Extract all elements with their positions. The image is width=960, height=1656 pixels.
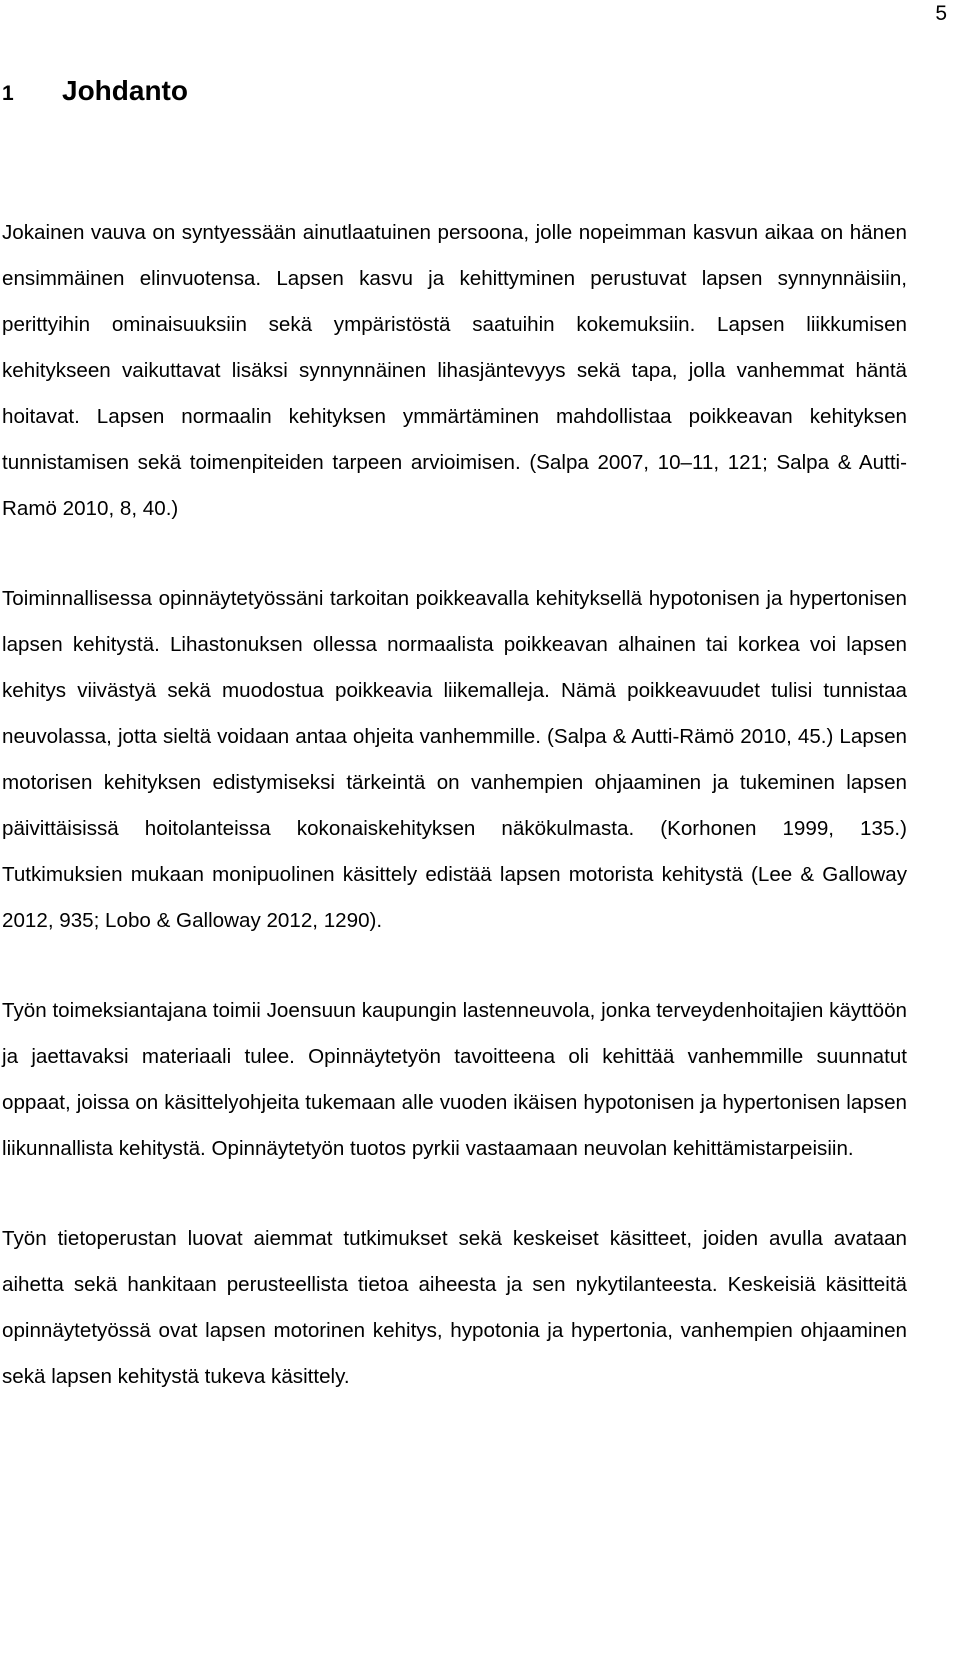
- page-number: 5: [935, 2, 947, 25]
- section-number: 1: [2, 82, 14, 105]
- section-title: Johdanto: [62, 75, 188, 106]
- paragraph: Jokainen vauva on syntyessään ainutlaatuinen persoona, jolle nopeimman kasvun aikaa on hänen ensimmäinen elinvuotensa. Lapsen kasvu ja kehittyminen perustuvat lapsen synnynnäisiin, perittyihin ominaisuuksiin sekä ympäristöstä saatuihin kokemuksiin. Lapsen liikkumisen kehitykseen vaikuttavat lisäksi synnynnäinen lihasjäntevyys sekä tapa, jolla vanhemmat häntä hoitavat. Lapsen normaalin kehityksen ymmärtäminen mahdollistaa poikkeavan kehityksen tunnistamisen sekä toimenpiteiden tarpeen arvioimisen. (Salpa 2007, 10–11, 121; Salpa & Autti-Ramö 2010, 8, 40.): [2, 221, 907, 520]
- body-text: [2, 210, 907, 1400]
- paragraph: Toiminnallisessa opinnäytetyössäni tarkoitan poikkeavalla kehityksellä hypotonisen ja hypertonisen lapsen kehitystä. Lihastonuksen ollessa normaalista poikkeavan alhainen tai korkea voi lapsen kehitys viivästyä sekä muodostua poikkeavia liikemalleja. Nämä poikkeavuudet tulisi tunnistaa neuvolassa, jotta sieltä voidaan antaa ohjeita vanhemmille. (Salpa & Autti-Rämö 2010, 45.) Lapsen motorisen kehityksen edistymiseksi tärkeintä on vanhempien ohjaaminen ja tukeminen lapsen päivittäisissä hoitolanteissa kokonaiskehityksen näkökulmasta. (Korhonen 1999, 135.) Tutkimuksien mukaan monipuolinen käsittely edistää lapsen motorista kehitystä (Lee & Galloway 2012, 935; Lobo & Galloway 2012, 1290).: [2, 587, 907, 932]
- paragraph: Työn toimeksiantajana toimii Joensuun kaupungin lastenneuvola, jonka terveydenhoitajien käyttöön ja jaettavaksi materiaali tulee. Opinnäytetyön tavoitteena oli kehittää vanhemmille suunnatut oppaat, joissa on käsittelyohjeita tukemaan alle vuoden ikäisen hypotonisen ja hypertonisen lapsen liikunnallista kehitystä. Opinnäytetyön tuotos pyrkii vastaamaan neuvolan kehittämistarpeisiin.: [2, 999, 907, 1160]
- section-heading: [2, 75, 188, 107]
- paragraph: Työn tietoperustan luovat aiemmat tutkimukset sekä keskeiset käsitteet, joiden avulla avataan aihetta sekä hankitaan perusteellista tietoa aiheesta ja sen nykytilanteesta. Keskeisiä käsitteitä opinnäytetyössä ovat lapsen motorinen kehitys, hypotonia ja hypertonia, vanhempien ohjaaminen sekä lapsen kehitystä tukeva käsittely.: [2, 1227, 907, 1388]
